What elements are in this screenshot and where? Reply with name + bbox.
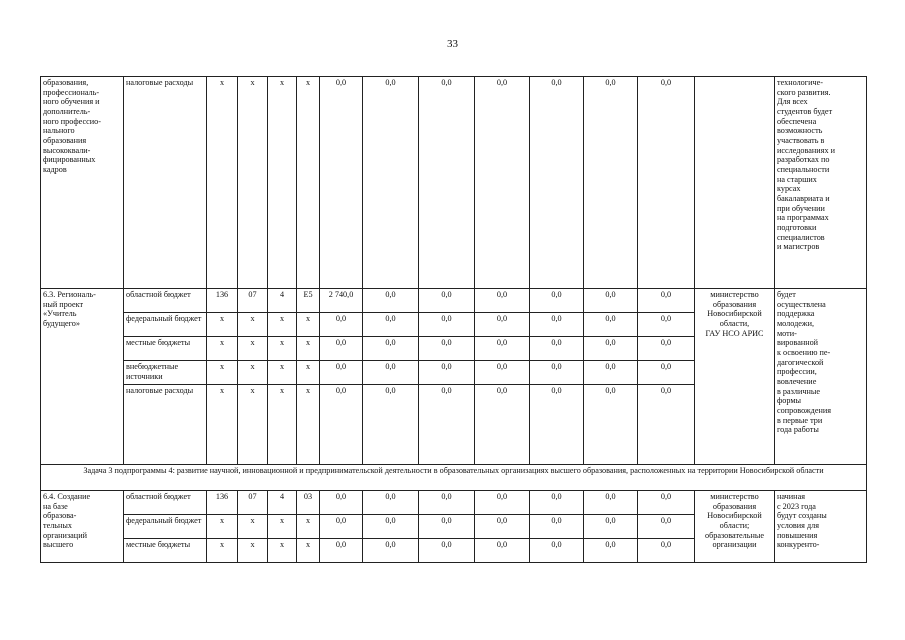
pr-cell: x <box>268 337 297 361</box>
value-cell: 0,0 <box>638 491 695 515</box>
page-number: 33 <box>447 38 458 50</box>
value-cell: 0,0 <box>363 77 419 289</box>
source-cell: федеральный бюджет <box>124 515 207 539</box>
source-cell: внебюджетные источники <box>124 361 207 385</box>
grbs-cell: x <box>207 361 238 385</box>
rz-cell: x <box>238 515 268 539</box>
value-cell: 0,0 <box>320 515 363 539</box>
source-cell: федеральный бюджет <box>124 313 207 337</box>
value-cell: 0,0 <box>475 361 530 385</box>
value-cell: 0,0 <box>419 313 475 337</box>
table-row <box>41 465 867 491</box>
pr-cell: x <box>268 385 297 465</box>
csr-cell: 03 <box>297 491 320 515</box>
pr-cell: x <box>268 539 297 563</box>
value-cell: 0,0 <box>363 491 419 515</box>
measure-name-cell: образования, профессиональ- ного обучения и дополнитель- ного профессио- нального образования высококвали- фицированных кадров <box>41 77 124 289</box>
value-cell: 0,0 <box>363 337 419 361</box>
value-cell: 0,0 <box>530 337 584 361</box>
value-cell: 0,0 <box>419 491 475 515</box>
value-cell: 0,0 <box>584 77 638 289</box>
csr-cell: x <box>297 313 320 337</box>
value-cell: 0,0 <box>320 361 363 385</box>
source-cell: областной бюджет <box>124 491 207 515</box>
grbs-cell: x <box>207 539 238 563</box>
value-cell: 0,0 <box>363 385 419 465</box>
value-cell: 0,0 <box>530 289 584 313</box>
rz-cell: x <box>238 77 268 289</box>
table-row <box>41 491 867 515</box>
pr-cell: x <box>268 313 297 337</box>
grbs-cell: 136 <box>207 289 238 313</box>
value-cell: 0,0 <box>363 313 419 337</box>
value-cell: 0,0 <box>320 385 363 465</box>
value-cell: 0,0 <box>638 77 695 289</box>
rz-cell: x <box>238 313 268 337</box>
source-cell: областной бюджет <box>124 289 207 313</box>
value-cell: 0,0 <box>530 539 584 563</box>
value-cell: 0,0 <box>363 515 419 539</box>
table-row <box>41 77 867 289</box>
value-cell: 0,0 <box>475 77 530 289</box>
value-cell: 0,0 <box>530 313 584 337</box>
value-cell: 0,0 <box>363 289 419 313</box>
value-cell: 0,0 <box>475 313 530 337</box>
value-cell: 0,0 <box>638 361 695 385</box>
value-cell: 0,0 <box>475 385 530 465</box>
value-cell: 0,0 <box>584 337 638 361</box>
value-cell: 0,0 <box>320 337 363 361</box>
executor-cell <box>695 77 775 289</box>
pr-cell: x <box>268 515 297 539</box>
csr-cell: x <box>297 385 320 465</box>
program-table <box>40 76 867 563</box>
value-cell: 0,0 <box>363 361 419 385</box>
value-cell: 0,0 <box>320 313 363 337</box>
value-cell: 0,0 <box>419 289 475 313</box>
grbs-cell: x <box>207 337 238 361</box>
task-heading: Задача 3 подпрограммы 4: развитие научной, инновационной и предпринимательской деятельности в образовательных организациях высшего образования, расположенных на территории Новосибирской области <box>41 465 867 491</box>
value-cell: 0,0 <box>475 539 530 563</box>
value-cell: 0,0 <box>530 491 584 515</box>
value-cell: 0,0 <box>584 385 638 465</box>
value-cell: 0,0 <box>530 515 584 539</box>
value-cell: 2 740,0 <box>320 289 363 313</box>
value-cell: 0,0 <box>419 77 475 289</box>
value-cell: 0,0 <box>638 385 695 465</box>
value-cell: 0,0 <box>475 491 530 515</box>
result-cell: начиная с 2023 года будут созданы условия для повышения конкуренто- <box>775 491 867 563</box>
source-cell: местные бюджеты <box>124 337 207 361</box>
value-cell: 0,0 <box>530 385 584 465</box>
value-cell: 0,0 <box>320 491 363 515</box>
value-cell: 0,0 <box>419 337 475 361</box>
pr-cell: 4 <box>268 289 297 313</box>
value-cell: 0,0 <box>419 539 475 563</box>
value-cell: 0,0 <box>638 539 695 563</box>
csr-cell: E5 <box>297 289 320 313</box>
csr-cell: x <box>297 539 320 563</box>
result-cell: будет осуществлена поддержка молодежи, моти- вированной к освоению пе- дагогической профессии, вовлечение в различные формы сопровождения в первые три года работы <box>775 289 867 465</box>
value-cell: 0,0 <box>584 539 638 563</box>
source-cell: налоговые расходы <box>124 77 207 289</box>
value-cell: 0,0 <box>638 337 695 361</box>
grbs-cell: x <box>207 385 238 465</box>
value-cell: 0,0 <box>475 515 530 539</box>
rz-cell: x <box>238 337 268 361</box>
grbs-cell: x <box>207 77 238 289</box>
csr-cell: x <box>297 361 320 385</box>
csr-cell: x <box>297 77 320 289</box>
value-cell: 0,0 <box>584 515 638 539</box>
value-cell: 0,0 <box>584 313 638 337</box>
rz-cell: x <box>238 361 268 385</box>
source-cell: местные бюджеты <box>124 539 207 563</box>
value-cell: 0,0 <box>475 289 530 313</box>
value-cell: 0,0 <box>419 515 475 539</box>
grbs-cell: x <box>207 515 238 539</box>
executor-cell: министерство образования Новосибирской области; образовательные организации <box>695 491 775 563</box>
rz-cell: x <box>238 539 268 563</box>
measure-name-cell: 6.4. Создание на базе образова- тельных организаций высшего <box>41 491 124 563</box>
pr-cell: x <box>268 77 297 289</box>
value-cell: 0,0 <box>530 77 584 289</box>
value-cell: 0,0 <box>363 539 419 563</box>
pr-cell: x <box>268 361 297 385</box>
pr-cell: 4 <box>268 491 297 515</box>
source-cell: налоговые расходы <box>124 385 207 465</box>
value-cell: 0,0 <box>584 491 638 515</box>
rz-cell: x <box>238 385 268 465</box>
value-cell: 0,0 <box>530 361 584 385</box>
value-cell: 0,0 <box>638 313 695 337</box>
value-cell: 0,0 <box>419 361 475 385</box>
executor-cell: министерство образования Новосибирской области, ГАУ НСО АРИС <box>695 289 775 465</box>
value-cell: 0,0 <box>475 337 530 361</box>
rz-cell: 07 <box>238 491 268 515</box>
table-row <box>41 289 867 313</box>
csr-cell: x <box>297 515 320 539</box>
value-cell: 0,0 <box>638 515 695 539</box>
value-cell: 0,0 <box>584 289 638 313</box>
grbs-cell: x <box>207 313 238 337</box>
value-cell: 0,0 <box>419 385 475 465</box>
result-cell: технологиче- ского развития. Для всех студентов будет обеспечена возможность участвовать в исследованиях и разработках по специальности на старших курсах бакалавриата и при обучении на программах подготовки специалистов и магистров <box>775 77 867 289</box>
grbs-cell: 136 <box>207 491 238 515</box>
value-cell: 0,0 <box>320 77 363 289</box>
rz-cell: 07 <box>238 289 268 313</box>
measure-name-cell: 6.3. Региональ- ный проект «Учитель будущего» <box>41 289 124 465</box>
value-cell: 0,0 <box>584 361 638 385</box>
value-cell: 0,0 <box>638 289 695 313</box>
value-cell: 0,0 <box>320 539 363 563</box>
csr-cell: x <box>297 337 320 361</box>
